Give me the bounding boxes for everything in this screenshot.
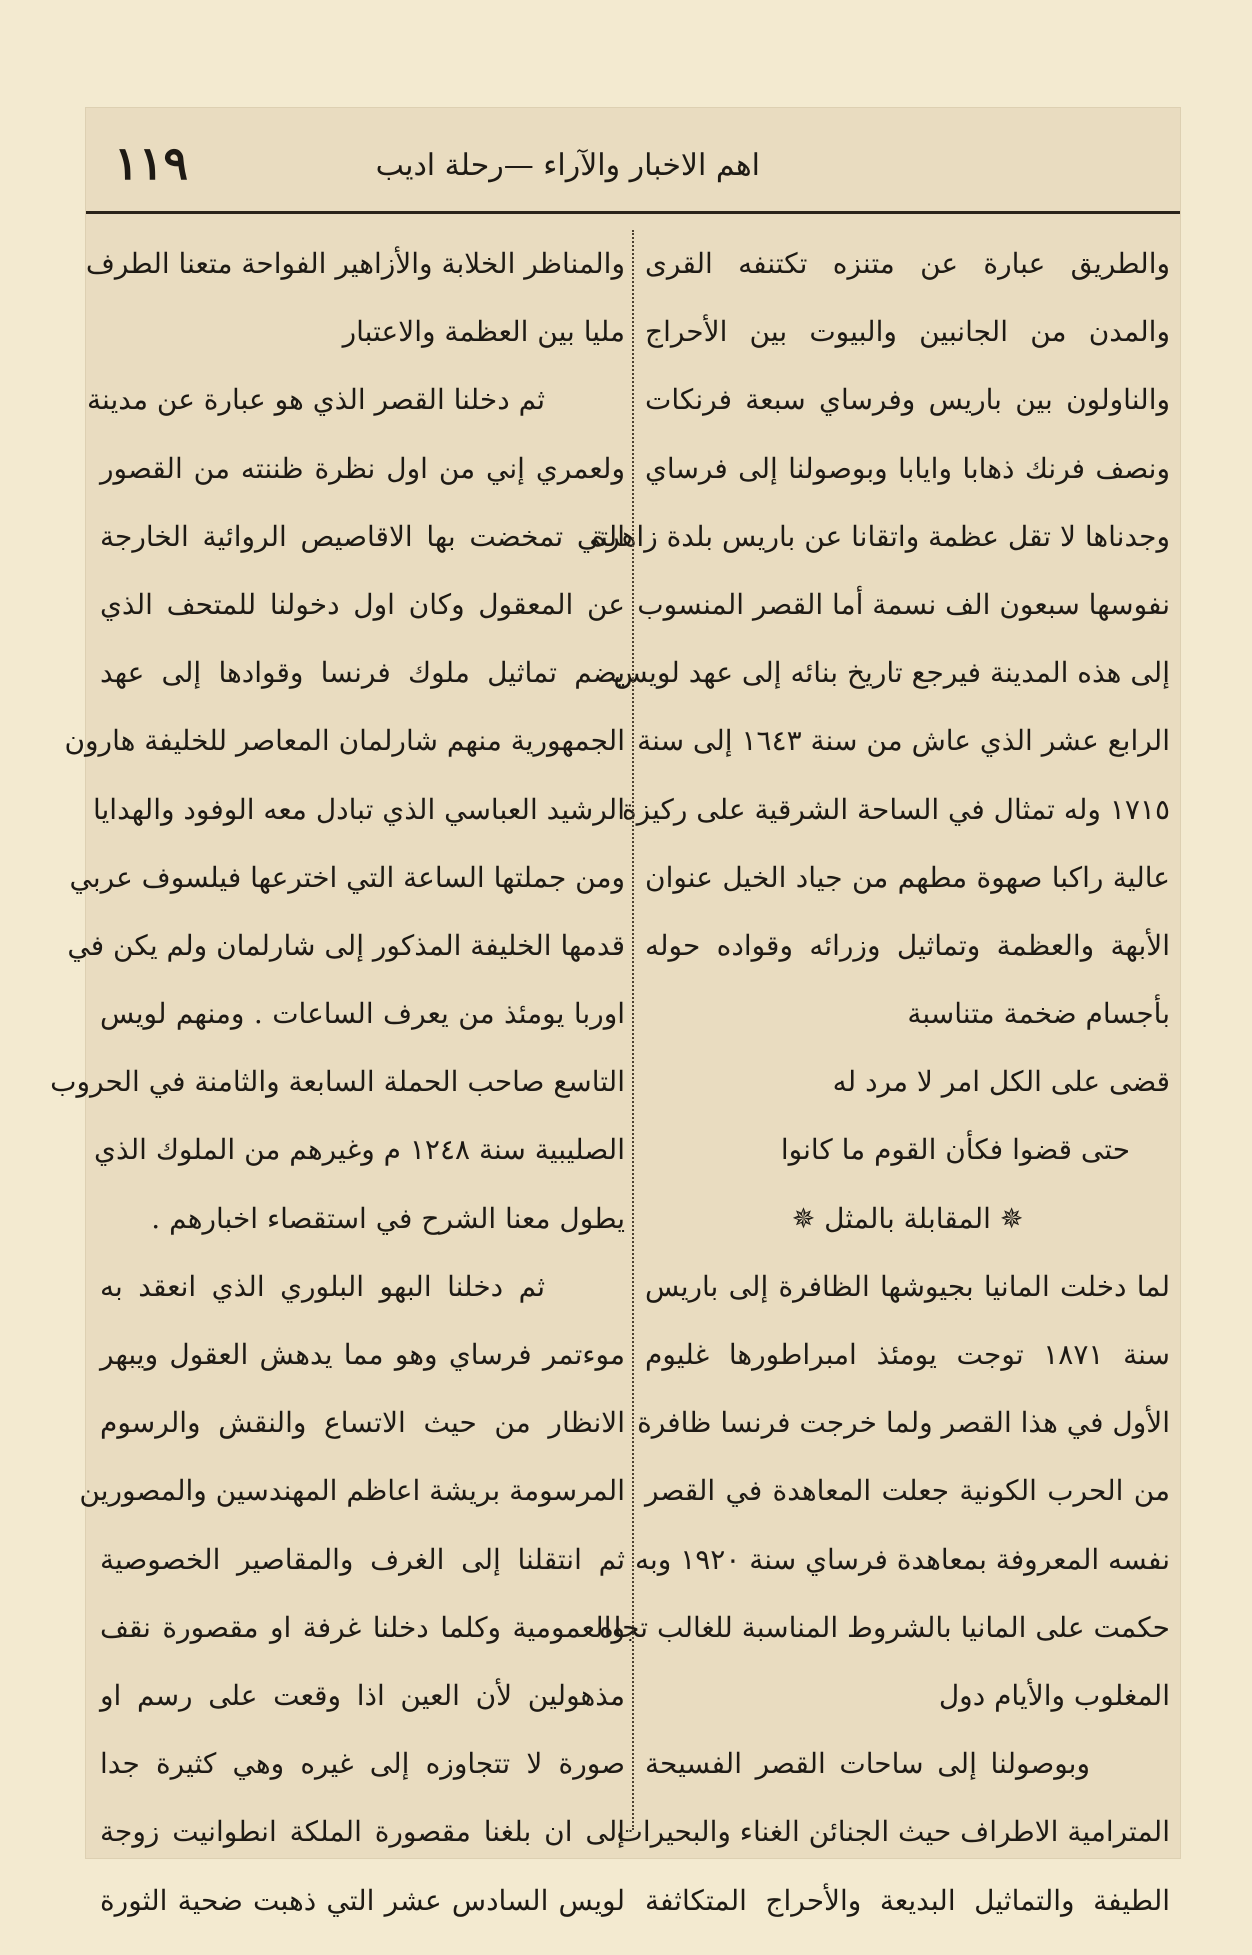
column-divider xyxy=(632,230,634,1830)
page-number: ١١٩ xyxy=(114,136,189,190)
text-line: ١٧١٥ وله تمثال في الساحة الشرقية على ركيزة xyxy=(621,792,1170,826)
right-column xyxy=(591,230,1170,1917)
text-line: التاسع صاحب الحملة السابعة والثامنة في الحروب xyxy=(50,1065,625,1099)
ornament-star-icon: ✵ xyxy=(791,1201,816,1235)
text-line: الانظار من حيث الاتساع والنقش والرسوم xyxy=(100,1406,625,1440)
text-line: الأول في هذا القصر ولما خرجت فرنسا ظافرة xyxy=(637,1406,1170,1440)
text-line: اوربا يومئذ من يعرف الساعات . ومنهم لويس xyxy=(100,997,625,1031)
text-line: نفسه المعروفة بمعاهدة فرساي سنة ١٩٢٠ وبه xyxy=(634,1542,1170,1576)
text-line: بأجسام ضخمة متناسبة xyxy=(907,997,1170,1031)
text-line: وجدناها لا تقل عظمة واتقانا عن باريس بلدة زاهرة xyxy=(591,519,1170,553)
text-line: المترامية الاطراف حيث الجنائن الغناء والبحيرات xyxy=(616,1815,1170,1849)
text-line: الرشيد العباسي الذي تبادل معه الوفود والهدايا xyxy=(92,792,625,826)
text-line: ثم دخلنا القصر الذي هو عبارة عن مدينة xyxy=(87,383,545,417)
text-line: من الحرب الكونية جعلت المعاهدة في القصر xyxy=(645,1474,1170,1508)
verse-line: حتى قضوا فكأن القوم ما كانوا xyxy=(780,1133,1130,1167)
text-line: ثم دخلنا البهو البلوري الذي انعقد به xyxy=(100,1269,545,1303)
ornament-star-icon: ✵ xyxy=(999,1201,1024,1235)
text-line: لويس السادس عشر التي ذهبت ضحية الثورة xyxy=(100,1883,625,1917)
text-line: ومن جملتها الساعة التي اخترعها فيلسوف عربي xyxy=(69,860,625,894)
text-line: ولعمري إني من اول نظرة ظننته من القصور xyxy=(100,451,625,485)
text-line: والمناظر الخلابة والأزاهير الفواحة متعنا الطرف xyxy=(85,247,625,280)
book-page xyxy=(50,108,1180,1917)
text-line: الطيفة والتماثيل البديعة والأحراج المتكاثفة xyxy=(645,1883,1170,1917)
text-line: يضم تماثيل ملوك فرنسا وقوادها إلى عهد xyxy=(100,656,625,690)
text-line: يطول معنا الشرح في استقصاء اخبارهم . xyxy=(151,1201,625,1235)
text-line: التي تمخضت بها الاقاصيص الروائية الخارجة xyxy=(100,519,625,553)
text-line: وبوصولنا إلى ساحات القصر الفسيحة xyxy=(645,1747,1090,1781)
text-line: ونصف فرنك ذهابا وايابا وبوصولنا إلى فرساي xyxy=(645,451,1170,485)
text-line: والمدن من الجانبين والبيوت بين الأحراج xyxy=(645,315,1170,349)
section-heading xyxy=(645,1185,1170,1253)
text-line: لما دخلت المانيا بجيوشها الظافرة إلى باريس xyxy=(645,1269,1170,1303)
text-line: المغلوب والأيام دول xyxy=(938,1678,1170,1712)
text-line: مليا بين العظمة والاعتبار xyxy=(342,315,625,349)
page-header xyxy=(86,134,1180,214)
text-line: الصليبية سنة ١٢٤٨ م وغيرهم من الملوك الذي xyxy=(94,1133,625,1167)
text-line: الرابع عشر الذي عاش من سنة ١٦٤٣ إلى سنة xyxy=(637,724,1170,758)
running-title: اهم الاخبار والآراء —رحلة اديب xyxy=(375,148,760,183)
text-line: والطريق عبارة عن متنزه تكتنفه القرى xyxy=(645,247,1170,280)
header-rule xyxy=(86,211,1180,214)
text-line: سنة ١٨٧١ توجت يومئذ امبراطورها غليوم xyxy=(645,1338,1170,1371)
text-line: والناولون بين باريس وفرساي سبعة فرنكات xyxy=(645,383,1170,417)
text-line: مذهولين لأن العين اذا وقعت على رسم او xyxy=(100,1678,625,1712)
text-line: صورة لا تتجاوزه إلى غيره وهي كثيرة جدا xyxy=(100,1747,625,1781)
text-line: ثم انتقلنا إلى الغرف والمقاصير الخصوصية xyxy=(100,1542,625,1576)
text-line: عالية راكبا صهوة مطهم من جياد الخيل عنوان xyxy=(645,860,1170,894)
text-line: حكمت على المانيا بالشروط المناسبة للغالب تجاه xyxy=(598,1610,1170,1644)
text-line: إلى ان بلغنا مقصورة الملكة انطوانيت زوجة xyxy=(100,1815,625,1849)
text-line: المرسومة بريشة اعاظم المهندسين والمصورين xyxy=(79,1474,625,1508)
verse-line: قضى على الكل امر لا مرد له xyxy=(832,1065,1170,1099)
left-column xyxy=(50,230,625,1917)
text-line: إلى هذه المدينة فيرجع تاريخ بنائه إلى عهد لويس xyxy=(613,656,1170,690)
text-columns xyxy=(50,230,1180,1917)
text-line: نفوسها سبعون الف نسمة أما القصر المنسوب xyxy=(637,587,1170,621)
text-line: قدمها الخليفة المذكور إلى شارلمان ولم يكن في xyxy=(67,928,625,962)
text-line: الأبهة والعظمة وتماثيل وزرائه وقواده حوله xyxy=(645,928,1170,962)
section-heading-text: المقابلة بالمثل xyxy=(824,1201,991,1235)
text-line: الجمهورية منهم شارلمان المعاصر للخليفة هارون xyxy=(64,724,625,758)
text-line: موءتمر فرساي وهو مما يدهش العقول ويبهر xyxy=(100,1338,625,1371)
text-line: والعمومية وكلما دخلنا غرفة او مقصورة نقف xyxy=(100,1610,625,1644)
text-line: عن المعقول وكان اول دخولنا للمتحف الذي xyxy=(100,587,625,621)
